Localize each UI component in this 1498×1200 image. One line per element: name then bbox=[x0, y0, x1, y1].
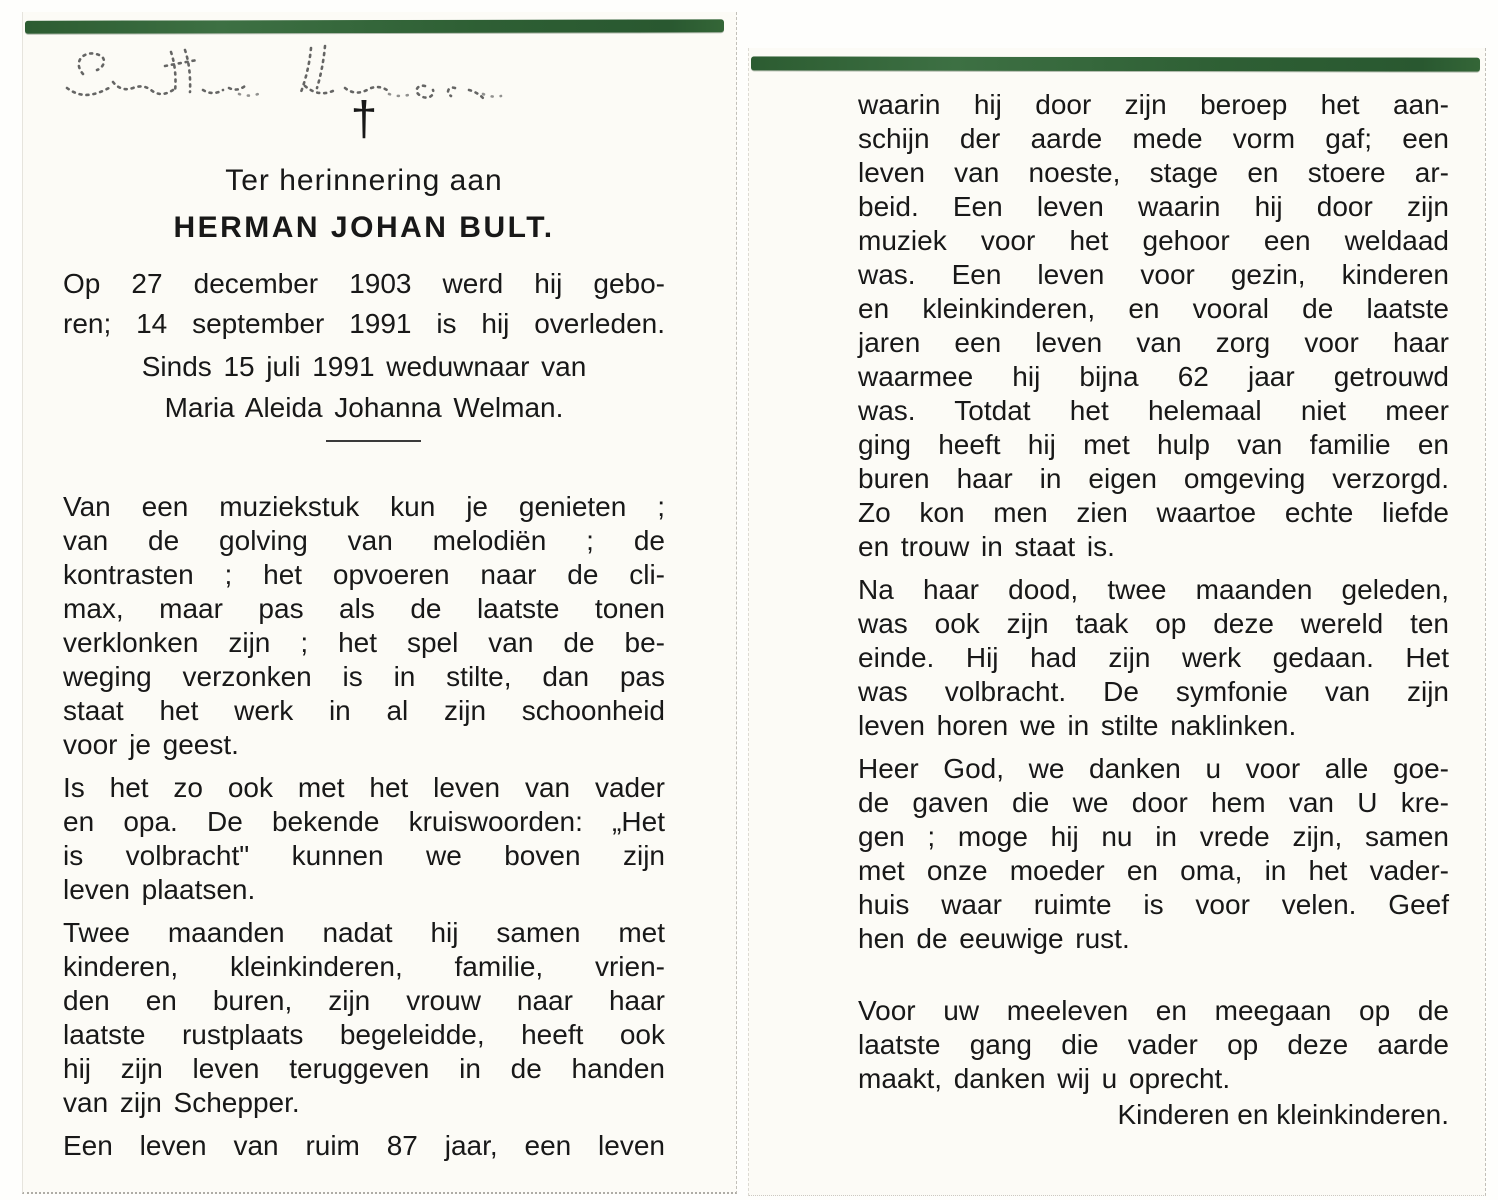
paragraph bbox=[63, 916, 665, 1120]
text-line: kontrasten ; het opvoeren naar de cli- bbox=[63, 559, 665, 590]
paragraph bbox=[63, 264, 665, 344]
text-line: maakt, danken wij u oprecht. bbox=[858, 1063, 1231, 1094]
left-page-body bbox=[63, 490, 665, 1163]
text-line: hij zijn leven teruggeven in de handen bbox=[63, 1053, 665, 1084]
text-line: Sinds 15 juli 1991 weduwnaar van bbox=[141, 351, 587, 382]
text-line: en opa. De bekende kruiswoorden: „Het bbox=[63, 806, 665, 837]
memorial-cross-icon: † bbox=[350, 93, 378, 146]
text-line: leven horen we in stilte naklinken. bbox=[858, 710, 1297, 741]
text-line: waarin hij door zijn beroep het aan- bbox=[858, 89, 1449, 120]
text-line: van de golving van melodiën ; de bbox=[63, 525, 665, 556]
text-line: gen ; moge hij nu in vrede zijn, samen bbox=[858, 821, 1449, 852]
text-line: was volbracht. De symfonie van zijn bbox=[858, 676, 1449, 707]
text-line: en trouw in staat is. bbox=[858, 531, 1115, 562]
card-top-edge-left bbox=[25, 19, 724, 33]
text-line: weging verzonken is in stilte, dan pas bbox=[63, 661, 665, 692]
text-line: ging heeft hij met hulp van familie en bbox=[858, 429, 1449, 460]
text-line: leven van noeste, stage en stoere ar- bbox=[858, 157, 1449, 188]
text-line: einde. Hij had zijn werk gedaan. Het bbox=[858, 642, 1449, 673]
text-line: Is het zo ook met het leven van vader bbox=[63, 772, 665, 803]
text-line: was ook zijn taak op deze wereld ten bbox=[858, 608, 1449, 639]
card-page-left bbox=[22, 12, 737, 1194]
text-line: ren; 14 september 1991 is hij overleden. bbox=[63, 308, 665, 339]
text-line: is volbracht" kunnen we boven zijn bbox=[63, 840, 665, 871]
paragraph bbox=[63, 771, 665, 907]
signature-line: Kinderen en kleinkinderen. bbox=[1117, 1099, 1449, 1130]
text-line: beid. Een leven waarin hij door zijn bbox=[858, 191, 1449, 222]
card-top-edge-right bbox=[751, 56, 1480, 71]
text-line: was. Een leven voor gezin, kinderen bbox=[858, 259, 1449, 290]
text-line: den en buren, zijn vrouw naar haar bbox=[63, 985, 665, 1016]
acknowledgement-paragraph bbox=[858, 994, 1449, 1096]
text-line: muziek voor het gehoor een weldaad bbox=[858, 225, 1449, 256]
text-line: schijn der aarde mede vorm gaf; een bbox=[858, 123, 1449, 154]
text-line: jaren een leven van zorg voor haar bbox=[858, 327, 1449, 358]
dedication-line: Ter herinnering aan bbox=[225, 164, 503, 197]
text-line: max, maar pas als de laatste tonen bbox=[63, 593, 665, 624]
text-line: Op 27 december 1903 werd hij gebo- bbox=[63, 268, 665, 299]
paragraph bbox=[63, 346, 665, 428]
text-line: Voor uw meeleven en meegaan op de bbox=[858, 995, 1449, 1026]
text-line: laatste rustplaats begeleidde, heeft ook bbox=[63, 1019, 665, 1050]
paragraph bbox=[858, 88, 1449, 564]
text-line: hen de eeuwige rust. bbox=[858, 923, 1130, 954]
card-page-right bbox=[748, 48, 1486, 1196]
text-line: laatste gang die vader op deze aarde bbox=[858, 1029, 1449, 1060]
text-line: voor je geest. bbox=[63, 729, 239, 760]
text-line: Een leven van ruim 87 jaar, een leven bbox=[63, 1130, 665, 1161]
text-line: huis waar ruimte is voor velen. Geef bbox=[858, 889, 1449, 920]
text-line: waarmee hij bijna 62 jaar getrouwd bbox=[858, 361, 1449, 392]
text-line: leven plaatsen. bbox=[63, 874, 256, 905]
widower-lines bbox=[63, 346, 665, 428]
text-line: was. Totdat het helemaal niet meer bbox=[858, 395, 1449, 426]
text-line: van zijn Schepper. bbox=[63, 1087, 300, 1118]
paragraph bbox=[63, 1129, 665, 1163]
text-line: met onze moeder en oma, in het vader- bbox=[858, 855, 1449, 886]
birth-death-dates bbox=[63, 264, 665, 344]
text-line: Heer God, we danken u voor alle goe- bbox=[858, 753, 1449, 784]
text-line: staat het werk in al zijn schoonheid bbox=[63, 695, 665, 726]
text-line: Maria Aleida Johanna Welman. bbox=[164, 392, 564, 423]
right-page-body bbox=[858, 88, 1449, 956]
text-line: buren haar in eigen omgeving verzorgd. bbox=[858, 463, 1449, 494]
text-line: verklonken zijn ; het spel van de be- bbox=[63, 627, 665, 658]
text-line: en kleinkinderen, en vooral de laatste bbox=[858, 293, 1449, 324]
text-line: de gaven die we door hem van U kre- bbox=[858, 787, 1449, 818]
text-line: kinderen, kleinkinderen, familie, vrien- bbox=[63, 951, 665, 982]
text-line: Zo kon men zien waartoe echte liefde bbox=[858, 497, 1449, 528]
deceased-name: HERMAN JOHAN BULT. bbox=[173, 211, 555, 244]
paragraph bbox=[63, 490, 665, 762]
text-line: Van een muziekstuk kun je genieten ; bbox=[63, 491, 665, 522]
divider-rule bbox=[326, 440, 421, 442]
text-line: Na haar dood, twee maanden geleden, bbox=[858, 574, 1449, 605]
text-line: Twee maanden nadat hij samen met bbox=[63, 917, 665, 948]
paragraph bbox=[858, 573, 1449, 743]
paragraph bbox=[858, 752, 1449, 956]
paragraph bbox=[858, 994, 1449, 1096]
